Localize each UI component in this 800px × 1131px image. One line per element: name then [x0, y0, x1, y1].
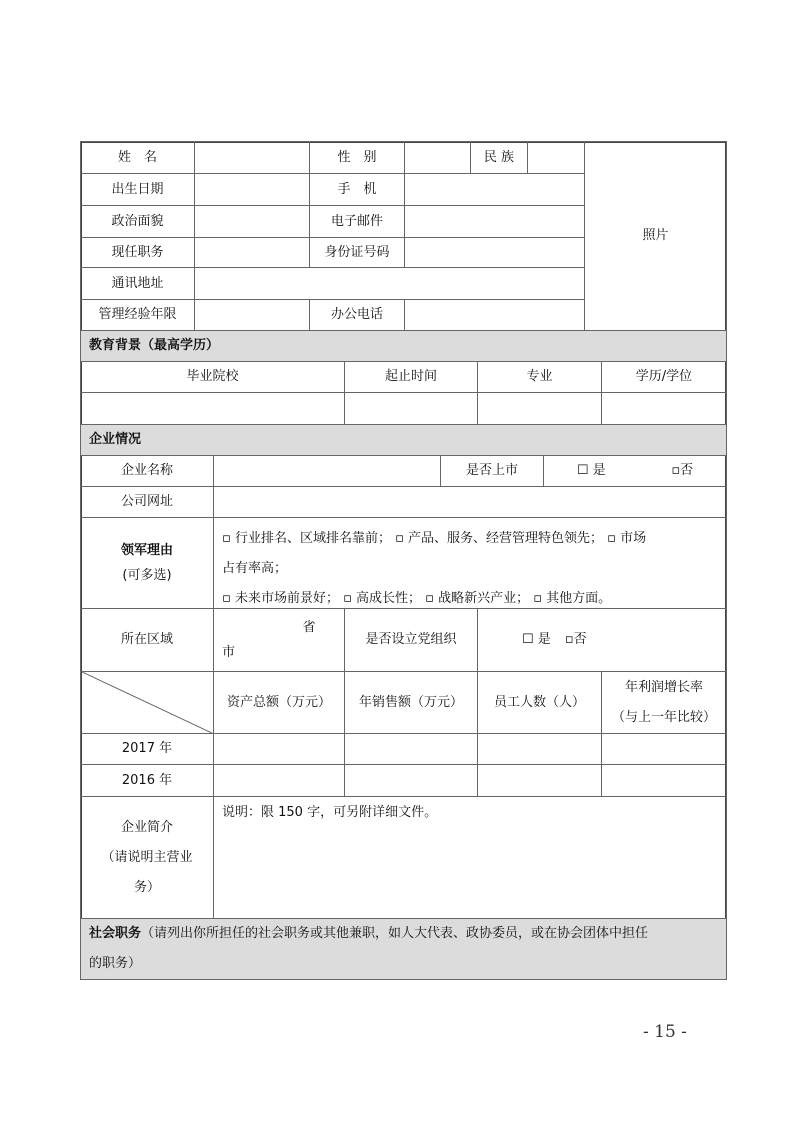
enterprise-section-header [80, 424, 727, 456]
province-text: 省 [302, 619, 316, 635]
address-text: 通讯地址 [111, 275, 164, 291]
id-number-text: 身份证号码 [324, 244, 390, 260]
office-phone-label [309, 299, 405, 331]
id-number-input[interactable] [404, 237, 585, 268]
enterprise-title: 企业情况 [89, 432, 142, 448]
col-assets [213, 671, 345, 734]
id-number-label [309, 237, 405, 268]
edu-col-major-text: 专业 [526, 369, 553, 385]
col-growth-text-1: 年利润增长率 [624, 679, 703, 695]
social-title-rest-1: （请列出你所担任的社会职务或其他兼职，如人大代表、政协委员，或在协会团体中担任 [141, 926, 649, 941]
education-title: 教育背景（最高学历） [89, 338, 220, 354]
listed-text: 是否上市 [465, 463, 518, 479]
email-input[interactable] [404, 205, 585, 238]
leading-reason-note: (可多选) [122, 568, 172, 583]
leading-reason-label [80, 517, 214, 609]
website-input[interactable] [213, 486, 727, 518]
office-phone-input[interactable] [404, 299, 585, 331]
edu-period-input[interactable] [344, 392, 478, 425]
intro-label-1: 企业简介 [120, 819, 173, 835]
col-sales-text: 年销售额（万元） [358, 694, 463, 710]
region-input[interactable] [213, 608, 345, 672]
reason-line-3[interactable]: ▫ 未来市场前景好； ▫ 高成长性； ▫ 战略新兴产业； ▫ 其他方面。 [222, 591, 612, 606]
intro-note: 说明：限 150 字，可另附详细文件。 [222, 805, 438, 820]
listed-label [440, 455, 544, 487]
employees-2016-input[interactable] [477, 764, 602, 797]
edu-col-degree-text: 学历/学位 [635, 369, 693, 385]
website-label [80, 486, 214, 518]
website-text: 公司网址 [120, 494, 173, 510]
name-input[interactable] [194, 141, 310, 174]
ethnicity-input[interactable] [527, 141, 585, 174]
political-status-label [80, 205, 195, 238]
ethnicity-label [470, 141, 528, 174]
growth-2017-input[interactable] [601, 733, 727, 765]
page-number: - 15 - [643, 1022, 687, 1042]
year-2017-text: 2017 年 [121, 741, 173, 757]
edu-col-period-text: 起止时间 [384, 369, 437, 385]
company-name-text: 企业名称 [120, 463, 173, 479]
reason-line-1[interactable]: ▫ 行业排名、区域排名靠前； ▫ 产品、服务、经营管理特色领先； ▫ 市场 [222, 531, 647, 546]
col-sales [344, 671, 478, 734]
diagonal-header-cell [80, 671, 214, 734]
birth-date-text: 出生日期 [111, 181, 164, 197]
address-input[interactable] [194, 267, 585, 300]
birth-date-label [80, 173, 195, 206]
region-text: 所在区域 [120, 632, 173, 648]
year-2016-label [80, 764, 214, 797]
social-title-line-1 [89, 919, 648, 949]
region-label [80, 608, 214, 672]
col-growth [601, 671, 727, 734]
ethnicity-label-text: 民 族 [483, 149, 515, 165]
political-status-input[interactable] [194, 205, 310, 238]
col-employees [477, 671, 602, 734]
education-section-header [80, 330, 727, 362]
party-no-checkbox[interactable]: ▫否 [564, 632, 587, 648]
edu-col-period [344, 361, 478, 393]
name-label-text: 姓 名 [117, 149, 157, 165]
management-years-input[interactable] [194, 299, 310, 331]
listed-no-checkbox[interactable]: ▫否 [671, 463, 694, 479]
party-org-text: 是否设立党组织 [365, 632, 457, 648]
sales-2016-input[interactable] [344, 764, 478, 797]
address-label [80, 267, 195, 300]
assets-2017-input[interactable] [213, 733, 345, 765]
year-2017-label [80, 733, 214, 765]
col-growth-text-2: （与上一年比较） [611, 709, 716, 725]
city-text: 市 [222, 645, 236, 660]
year-2016-text: 2016 年 [121, 772, 173, 788]
name-label [80, 141, 195, 174]
political-status-text: 政治面貌 [111, 213, 164, 229]
listed-options [543, 455, 727, 487]
current-position-label [80, 237, 195, 268]
col-employees-text: 员工人数（人） [493, 694, 585, 710]
photo-label: 照片 [642, 228, 669, 244]
social-title-bold: 社会职务 [89, 926, 142, 941]
office-phone-text: 办公电话 [330, 307, 383, 323]
intro-label [80, 796, 214, 919]
leading-reason-title: 领军理由 [120, 542, 173, 558]
diagonal-line [80, 671, 214, 734]
edu-school-input[interactable] [80, 392, 345, 425]
edu-col-school-text: 毕业院校 [186, 369, 239, 385]
reason-line-2: 占有率高； [222, 561, 288, 576]
edu-major-input[interactable] [477, 392, 602, 425]
gender-label-text: 性 别 [337, 149, 377, 165]
email-label [309, 205, 405, 238]
col-assets-text: 资产总额（万元） [226, 694, 331, 710]
company-name-input[interactable] [213, 455, 441, 487]
mobile-text: 手 机 [337, 181, 377, 197]
intro-input[interactable] [213, 796, 727, 919]
assets-2016-input[interactable] [213, 764, 345, 797]
sales-2017-input[interactable] [344, 733, 478, 765]
edu-degree-input[interactable] [601, 392, 727, 425]
social-section-header [80, 918, 727, 980]
photo-box [584, 141, 727, 331]
birth-date-input[interactable] [194, 173, 310, 206]
mobile-input[interactable] [404, 173, 585, 206]
intro-label-3: 务） [133, 879, 160, 895]
current-position-text: 现任职务 [111, 244, 164, 260]
intro-label-2: （请说明主营业 [101, 849, 193, 865]
employees-2017-input[interactable] [477, 733, 602, 765]
edu-col-school [80, 361, 345, 393]
management-years-label [80, 299, 195, 331]
email-text: 电子邮件 [330, 213, 383, 229]
leading-reason-options [213, 517, 727, 609]
company-name-label [80, 455, 214, 487]
edu-col-major [477, 361, 602, 393]
mobile-label [309, 173, 405, 206]
party-org-label [344, 608, 478, 672]
gender-input[interactable] [404, 141, 471, 174]
social-title-line-2: 的职务） [89, 956, 142, 971]
management-years-text: 管理经验年限 [98, 307, 177, 323]
listed-yes-checkbox[interactable]: ☐ 是 [576, 463, 606, 479]
edu-col-degree [601, 361, 727, 393]
growth-2016-input[interactable] [601, 764, 727, 797]
party-org-options [477, 608, 727, 672]
party-yes-checkbox[interactable]: ☐ 是 [522, 632, 551, 648]
gender-label [309, 141, 405, 174]
current-position-input[interactable] [194, 237, 310, 268]
